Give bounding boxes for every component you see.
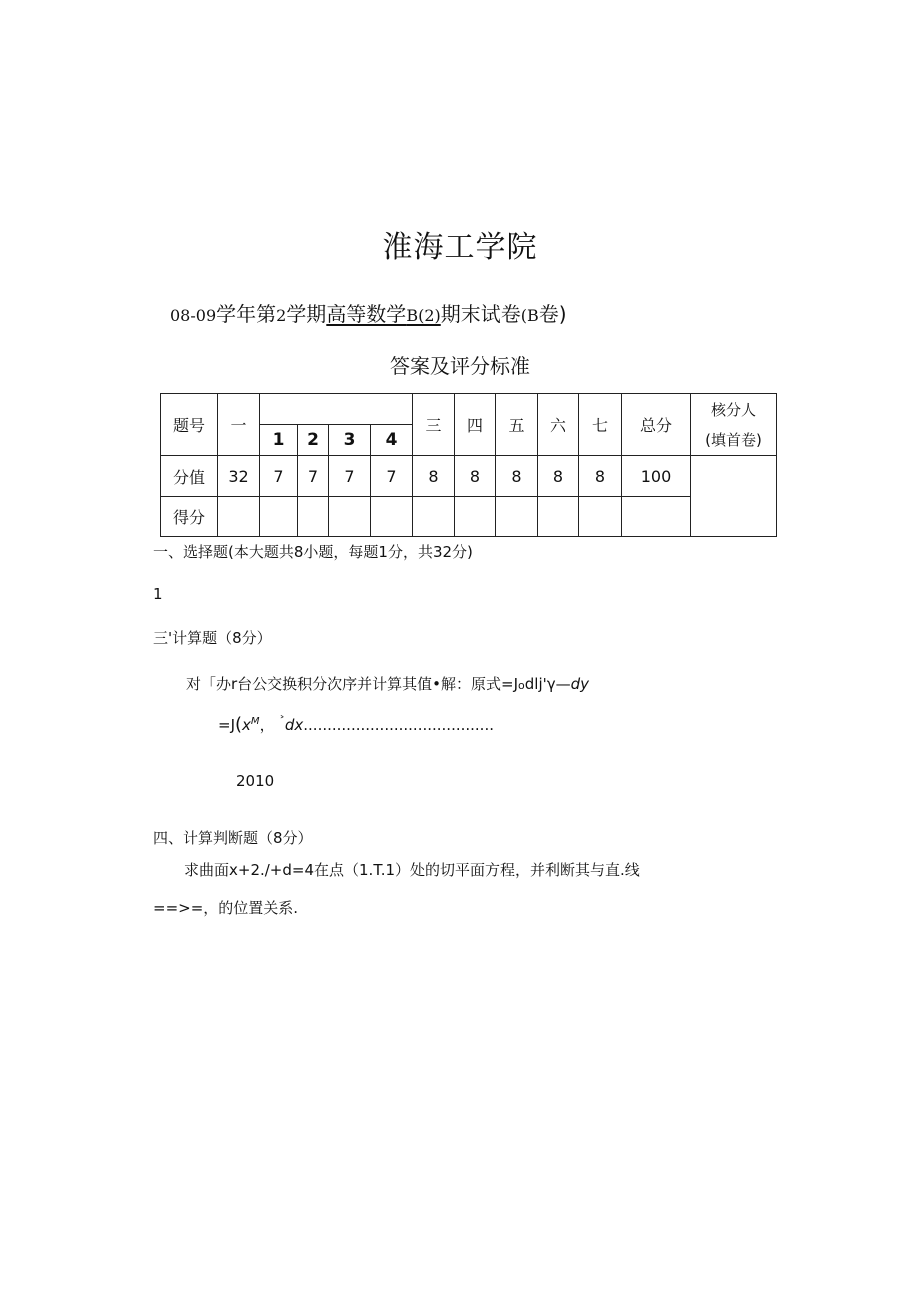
question-text: 对「办r台公交换积分次序并计算其值•解：原式=J bbox=[186, 675, 519, 693]
section1-content: 1 bbox=[153, 585, 163, 603]
points-cell: 7 bbox=[329, 456, 371, 497]
reviewer-header bbox=[691, 394, 777, 456]
subtitle-text-c: 期末试卷 bbox=[440, 302, 521, 326]
points-cell: 7 bbox=[298, 456, 329, 497]
score-cell bbox=[496, 497, 538, 537]
question-integrand: dlj'γ— bbox=[524, 675, 571, 693]
row-label-score: 得分 bbox=[161, 497, 218, 537]
subtitle-paper: (B bbox=[520, 306, 539, 325]
score-cell bbox=[413, 497, 455, 537]
row-label-points: 分值 bbox=[161, 456, 218, 497]
row-label-question: 题号 bbox=[161, 394, 218, 456]
points-total: 100 bbox=[622, 456, 691, 497]
subtitle-course-name: 高等数学 bbox=[326, 302, 407, 326]
score-cell bbox=[455, 497, 496, 537]
header-q3: 三 bbox=[413, 394, 455, 456]
section3-step bbox=[218, 714, 494, 735]
subtitle-year: 08-09 bbox=[170, 306, 217, 325]
step-dots: ........................................ bbox=[303, 716, 494, 734]
subtitle-text-a: 学年第 bbox=[216, 302, 277, 326]
step-x: x bbox=[242, 716, 251, 734]
school-title: 淮海工学院 bbox=[382, 230, 538, 265]
section3-question bbox=[186, 673, 589, 694]
sub-header-2: 2 bbox=[298, 425, 329, 456]
step-paren: ( bbox=[235, 714, 243, 735]
answers-heading: 答案及评分标准 bbox=[390, 354, 530, 378]
step-equals: =J bbox=[218, 716, 235, 734]
section4-line2: ==>=，的位置关系. bbox=[153, 899, 299, 917]
header-total: 总分 bbox=[622, 394, 691, 456]
step-variable: dx bbox=[284, 716, 304, 734]
score-cell bbox=[622, 497, 691, 537]
exam-subtitle bbox=[170, 298, 567, 327]
score-cell bbox=[218, 497, 260, 537]
subtitle-course bbox=[326, 302, 440, 326]
points-cell: 7 bbox=[371, 456, 413, 497]
subtitle-term: 2 bbox=[276, 306, 287, 325]
section4-line1: 求曲面x+2./+d=4在点（1.T.1）处的切平面方程，并利断其与直.线 bbox=[184, 861, 640, 879]
sub-header-4: 4 bbox=[371, 425, 413, 456]
points-cell: 8 bbox=[413, 456, 455, 497]
score-table bbox=[160, 393, 777, 537]
points-cell: 8 bbox=[455, 456, 496, 497]
section4-heading: 四、计算判断题（8分） bbox=[153, 829, 313, 847]
subtitle-text-b: 学期 bbox=[286, 302, 327, 326]
score-cell bbox=[329, 497, 371, 537]
subtitle-course-code: B(2) bbox=[406, 306, 441, 325]
reviewer-line1: 核分人 bbox=[710, 400, 756, 419]
header-q2 bbox=[260, 394, 413, 425]
score-cell bbox=[371, 497, 413, 537]
section3-result: 2010 bbox=[236, 772, 275, 790]
section3-heading: 三'计算题（8分） bbox=[153, 629, 272, 647]
reviewer-cell bbox=[691, 456, 777, 537]
header-q6: 六 bbox=[538, 394, 579, 456]
header-q7: 七 bbox=[579, 394, 622, 456]
header-q5: 五 bbox=[496, 394, 538, 456]
step-comma: ， bbox=[259, 716, 275, 734]
header-q1: 一 bbox=[218, 394, 260, 456]
score-cell bbox=[538, 497, 579, 537]
question-subscript: o bbox=[518, 679, 525, 692]
sub-header-1: 1 bbox=[260, 425, 298, 456]
subtitle-text-d: 卷) bbox=[538, 302, 567, 326]
sub-header-3: 3 bbox=[329, 425, 371, 456]
section1-heading: 一、选择题(本大题共8小题，每题1分，共32分) bbox=[153, 543, 473, 561]
reviewer-line2: (填首卷) bbox=[705, 430, 762, 449]
points-cell: 7 bbox=[260, 456, 298, 497]
question-variable: dy bbox=[570, 675, 590, 693]
score-cell bbox=[298, 497, 329, 537]
points-cell: 8 bbox=[538, 456, 579, 497]
score-cell bbox=[579, 497, 622, 537]
points-cell: 8 bbox=[496, 456, 538, 497]
header-q4: 四 bbox=[455, 394, 496, 456]
step-mark: ˃ bbox=[279, 714, 285, 727]
step-superscript: M bbox=[250, 716, 260, 727]
score-cell bbox=[260, 497, 298, 537]
points-cell: 32 bbox=[218, 456, 260, 497]
points-cell: 8 bbox=[579, 456, 622, 497]
